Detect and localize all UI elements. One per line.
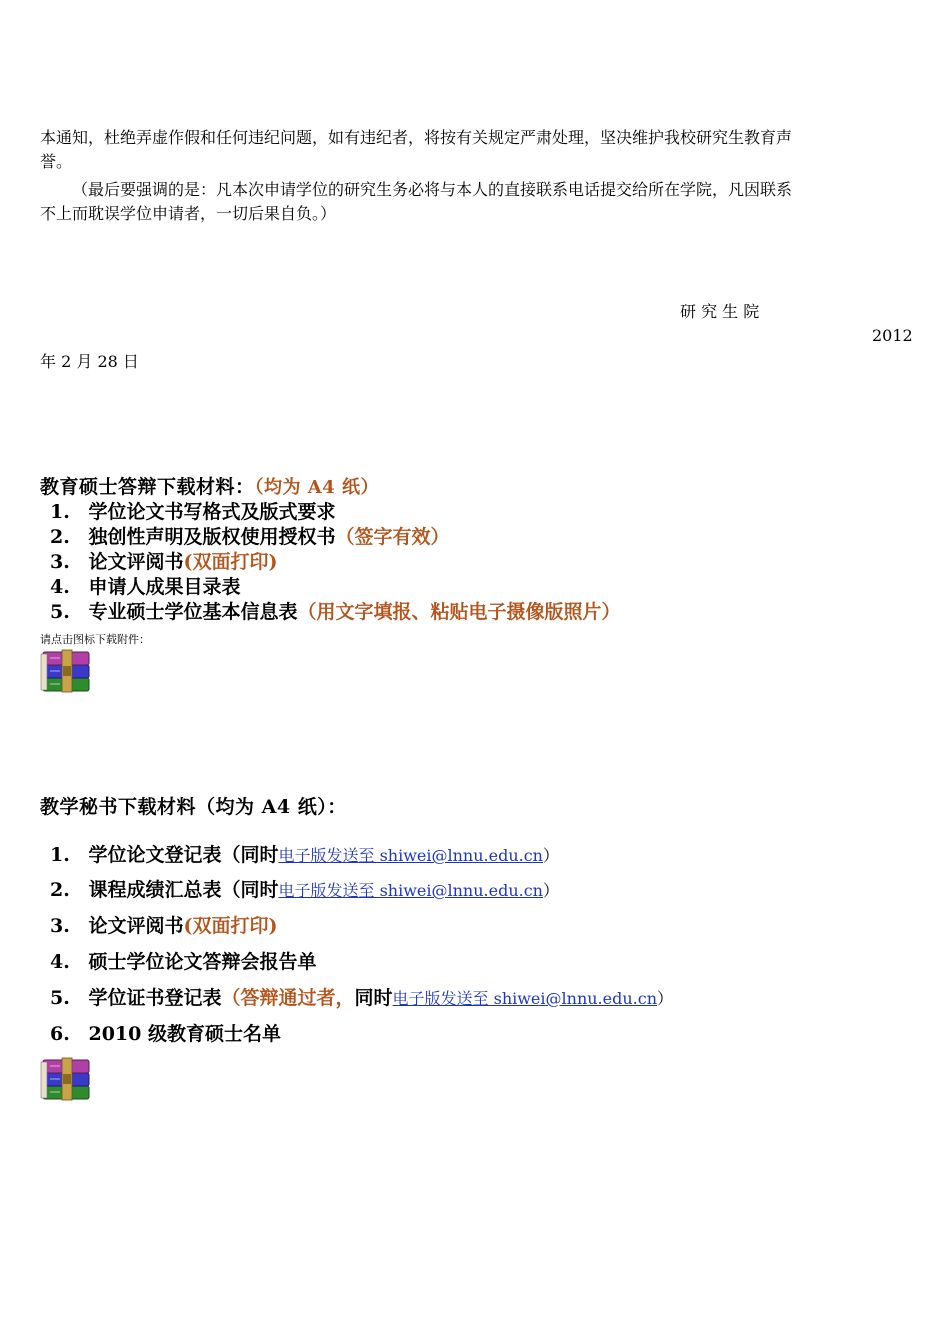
item-text: 专业硕士学位基本信息表 xyxy=(88,601,298,623)
list-item xyxy=(50,547,277,574)
item-number: 4. xyxy=(50,576,70,598)
list-item xyxy=(50,522,450,549)
item-text: 2010 级教育硕士名单 xyxy=(88,1023,281,1045)
email-link[interactable]: 电子版发送至 shiwei@lnnu.edu.cn xyxy=(278,881,543,900)
notice-line-4: 不上而耽误学位申请者，一切后果自负。） xyxy=(40,204,337,223)
list-item xyxy=(50,572,240,599)
item-number: 1. xyxy=(50,501,70,523)
item-number: 3. xyxy=(50,915,70,937)
list-item xyxy=(50,875,559,902)
item-text: 学位论文书写格式及版式要求 xyxy=(88,501,336,523)
item-note: （答辩通过者， xyxy=(221,987,355,1009)
item-number: 2. xyxy=(50,526,70,548)
item-note: （用文字填报、粘贴电子摄像版照片） xyxy=(297,601,621,623)
item-text: 学位论文登记表（同时 xyxy=(88,844,279,866)
section1-title-note: （均为 A4 纸） xyxy=(254,477,380,498)
item-close: ） xyxy=(657,989,674,1008)
item-close: ） xyxy=(542,881,559,900)
email-link[interactable]: 电子版发送至 shiwei@lnnu.edu.cn xyxy=(392,989,658,1008)
item-number: 4. xyxy=(50,951,70,973)
section2-title: 教学秘书下载材料（均为 A4 纸）： xyxy=(40,796,347,818)
item-note: (双面打印) xyxy=(183,915,278,937)
winrar-archive-icon[interactable] xyxy=(40,648,94,694)
item-text-2: 同时 xyxy=(354,987,393,1009)
winrar-archive-icon[interactable] xyxy=(40,1056,94,1102)
item-note: （签字有效） xyxy=(335,526,450,548)
date-rest: 年 2 月 28 日 xyxy=(40,352,139,371)
notice-line-1: 本通知，杜绝弄虚作假和任何违纪问题，如有违纪者，将按有关规定严肃处理，坚决维护我校研究生教育声 xyxy=(40,128,793,147)
item-number: 2. xyxy=(50,879,70,901)
notice-line-3: （最后要强调的是：凡本次申请学位的研究生务必将与本人的直接联系电话提交给所在学院，凡因联系 xyxy=(72,180,793,199)
item-text: 独创性声明及版权使用授权书 xyxy=(88,526,336,548)
item-text: 硕士学位论文答辩会报告单 xyxy=(88,951,317,973)
item-close: ） xyxy=(542,846,559,865)
item-number: 3. xyxy=(50,551,70,573)
section1-title xyxy=(40,472,379,499)
list-item xyxy=(50,911,277,938)
list-item xyxy=(50,497,335,524)
list-item xyxy=(50,1019,281,1046)
item-number: 6. xyxy=(50,1023,70,1045)
download-hint: 请点击图标下载附件： xyxy=(40,633,150,646)
item-number: 5. xyxy=(50,601,70,623)
item-text: 论文评阅书 xyxy=(88,915,184,937)
item-note: (双面打印) xyxy=(183,551,278,573)
item-text: 申请人成果目录表 xyxy=(88,576,241,598)
list-item xyxy=(50,840,559,867)
email-link[interactable]: 电子版发送至 shiwei@lnnu.edu.cn xyxy=(278,846,543,865)
item-text: 论文评阅书 xyxy=(88,551,184,573)
notice-line-2: 誉。 xyxy=(40,152,73,171)
list-item xyxy=(50,983,673,1010)
item-text: 课程成绩汇总表（同时 xyxy=(88,879,279,901)
signature: 研 究 生 院 xyxy=(680,302,760,321)
list-item xyxy=(50,947,316,974)
date-year: 2012 xyxy=(872,326,913,345)
section1-title-text: 教育硕士答辩下载材料： xyxy=(40,476,255,498)
list-item xyxy=(50,597,621,624)
item-number: 1. xyxy=(50,844,70,866)
item-text: 学位证书登记表 xyxy=(88,987,222,1009)
item-number: 5. xyxy=(50,987,70,1009)
